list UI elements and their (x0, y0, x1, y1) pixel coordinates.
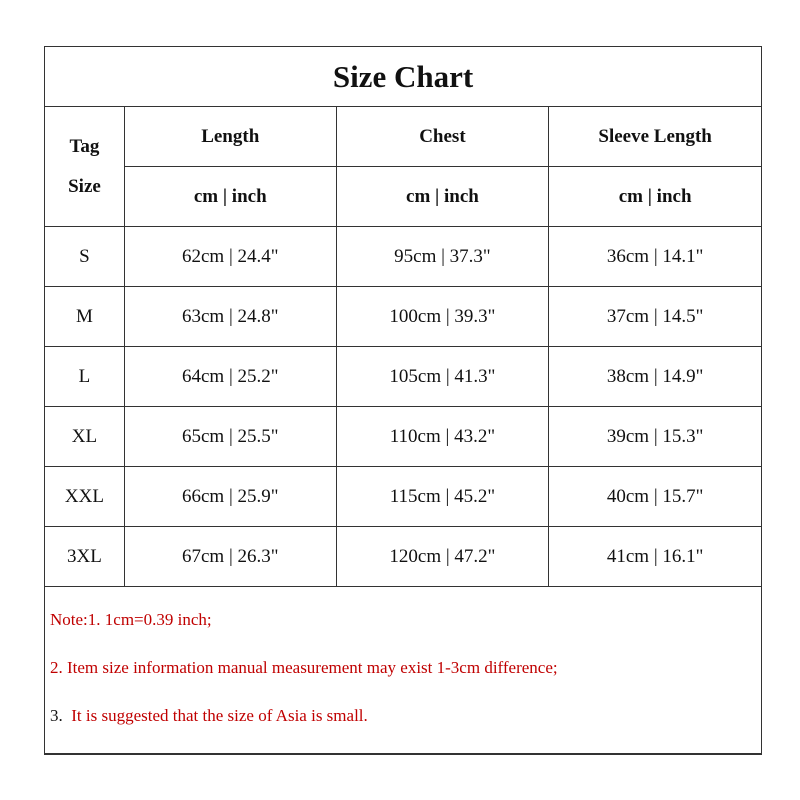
length-cell: 63cm | 24.8" (124, 287, 336, 347)
chest-header: Chest (336, 107, 549, 167)
chest-cell: 110cm | 43.2" (336, 407, 549, 467)
table-row (45, 287, 762, 347)
note-3-text: It is suggested that the size of Asia is small. (71, 706, 368, 725)
sleeve-cell: 41cm | 16.1" (549, 527, 762, 587)
sleeve-header: Sleeve Length (549, 107, 762, 167)
chest-cell: 100cm | 39.3" (336, 287, 549, 347)
tag-label: Tag (69, 135, 100, 157)
size-chart-table (44, 46, 762, 587)
sleeve-unit: cm | inch (549, 167, 762, 227)
sleeve-cell: 37cm | 14.5" (549, 287, 762, 347)
sleeve-cell: 40cm | 15.7" (549, 467, 762, 527)
chest-cell: 95cm | 37.3" (336, 227, 549, 287)
table-row (45, 467, 762, 527)
size-label: Size (68, 175, 101, 197)
table-row (45, 527, 762, 587)
sleeve-cell: 39cm | 15.3" (549, 407, 762, 467)
size-cell: XL (45, 407, 125, 467)
sleeve-cell: 36cm | 14.1" (549, 227, 762, 287)
tag-size-header (45, 107, 125, 227)
size-cell: XXL (45, 467, 125, 527)
size-cell: S (45, 227, 125, 287)
size-cell: 3XL (45, 527, 125, 587)
note-1: Note:1. 1cm=0.39 inch; (50, 610, 212, 629)
table-row (45, 407, 762, 467)
length-header: Length (124, 107, 336, 167)
chest-cell: 105cm | 41.3" (336, 347, 549, 407)
table-row (45, 347, 762, 407)
size-cell: L (45, 347, 125, 407)
length-cell: 65cm | 25.5" (124, 407, 336, 467)
chart-title: Size Chart (45, 47, 762, 107)
chest-cell: 120cm | 47.2" (336, 527, 549, 587)
length-unit: cm | inch (124, 167, 336, 227)
length-cell: 67cm | 26.3" (124, 527, 336, 587)
table-row (45, 227, 762, 287)
note-3 (50, 706, 368, 726)
length-cell: 64cm | 25.2" (124, 347, 336, 407)
chest-unit: cm | inch (336, 167, 549, 227)
length-cell: 66cm | 25.9" (124, 467, 336, 527)
chest-cell: 115cm | 45.2" (336, 467, 549, 527)
note-2: 2. Item size information manual measurement may exist 1-3cm difference; (50, 658, 558, 677)
size-cell: M (45, 287, 125, 347)
length-cell: 62cm | 24.4" (124, 227, 336, 287)
sleeve-cell: 38cm | 14.9" (549, 347, 762, 407)
note-3-number: 3. (50, 706, 63, 725)
